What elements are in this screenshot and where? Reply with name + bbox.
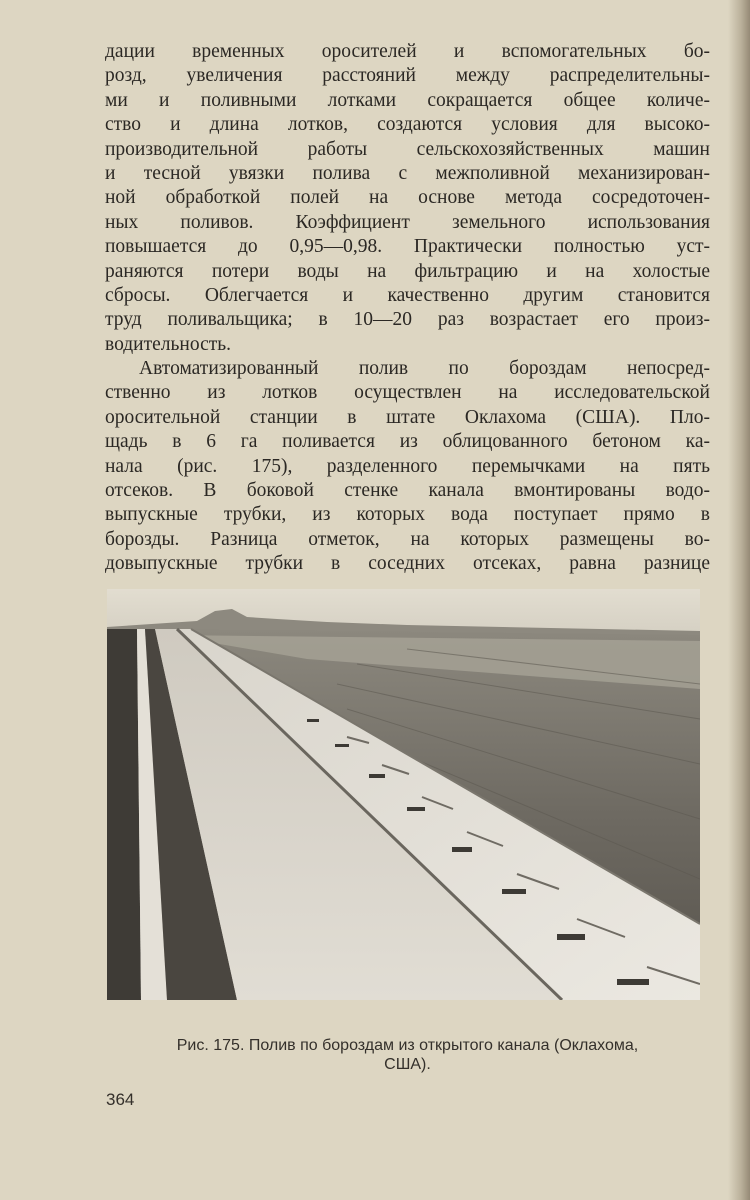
text-line: отсеков. В боковой стенке канала вмонтированы водо- — [105, 480, 710, 502]
text-line: водительность. — [105, 333, 232, 355]
text-line: нала (рис. 175), разделенного перемычками на пять — [105, 455, 710, 477]
text-line: оросительной станции в штате Оклахома (США). Пло- — [105, 406, 710, 428]
text-line: борозды. Разница отметок, на которых размещены во- — [105, 528, 710, 550]
text-line: и тесной увязки полива с межполивной механизирован- — [105, 162, 710, 184]
text-line: ми и поливными лотками сокращается общее количе- — [105, 89, 710, 111]
text-line: ных поливов. Коэффициент земельного использования — [105, 211, 710, 233]
caption-line: США). — [384, 1056, 431, 1073]
text-line: ственно из лотков осуществлен на исследовательской — [105, 382, 710, 404]
text-line: повышается до 0,95—0,98. Практически полностью уст- — [105, 236, 710, 258]
text-line: ство и длина лотков, создаются условия для высоко- — [105, 114, 710, 136]
text-line: производительной работы сельскохозяйственных машин — [105, 138, 710, 160]
figure-caption — [105, 1036, 710, 1074]
text-line: розд, увеличения расстояний между распределительны- — [105, 65, 710, 87]
text-line: сбросы. Облегчается и качественно другим становится — [105, 284, 710, 306]
body-text — [105, 40, 710, 577]
text-line: труд поливальщика; в 10—20 раз возрастает его произ- — [105, 309, 710, 331]
page-edge-shadow — [728, 0, 750, 1200]
page-number: 364 — [106, 1090, 135, 1109]
text-line: выпускные трубки, из которых вода поступает прямо в — [105, 504, 710, 526]
figure-photo — [107, 589, 700, 1000]
text-line: дации временных оросителей и вспомогательных бо- — [105, 41, 710, 62]
text-line: щадь в 6 га поливается из облицованного бетоном ка- — [105, 431, 710, 453]
text-line: довыпускные трубки в соседних отсеках, равна разнице — [105, 553, 710, 575]
caption-line: Рис. 175. Полив по бороздам из открытого канала (Оклахома, — [176, 1037, 639, 1054]
text-line: раняются потери воды на фильтрацию и на холостые — [105, 260, 710, 282]
canal-photo-illustration — [107, 589, 700, 1000]
text-line: Автоматизированный полив по бороздам непосред- — [139, 358, 710, 380]
text-line: ной обработкой полей на основе метода сосредоточен- — [105, 187, 710, 209]
